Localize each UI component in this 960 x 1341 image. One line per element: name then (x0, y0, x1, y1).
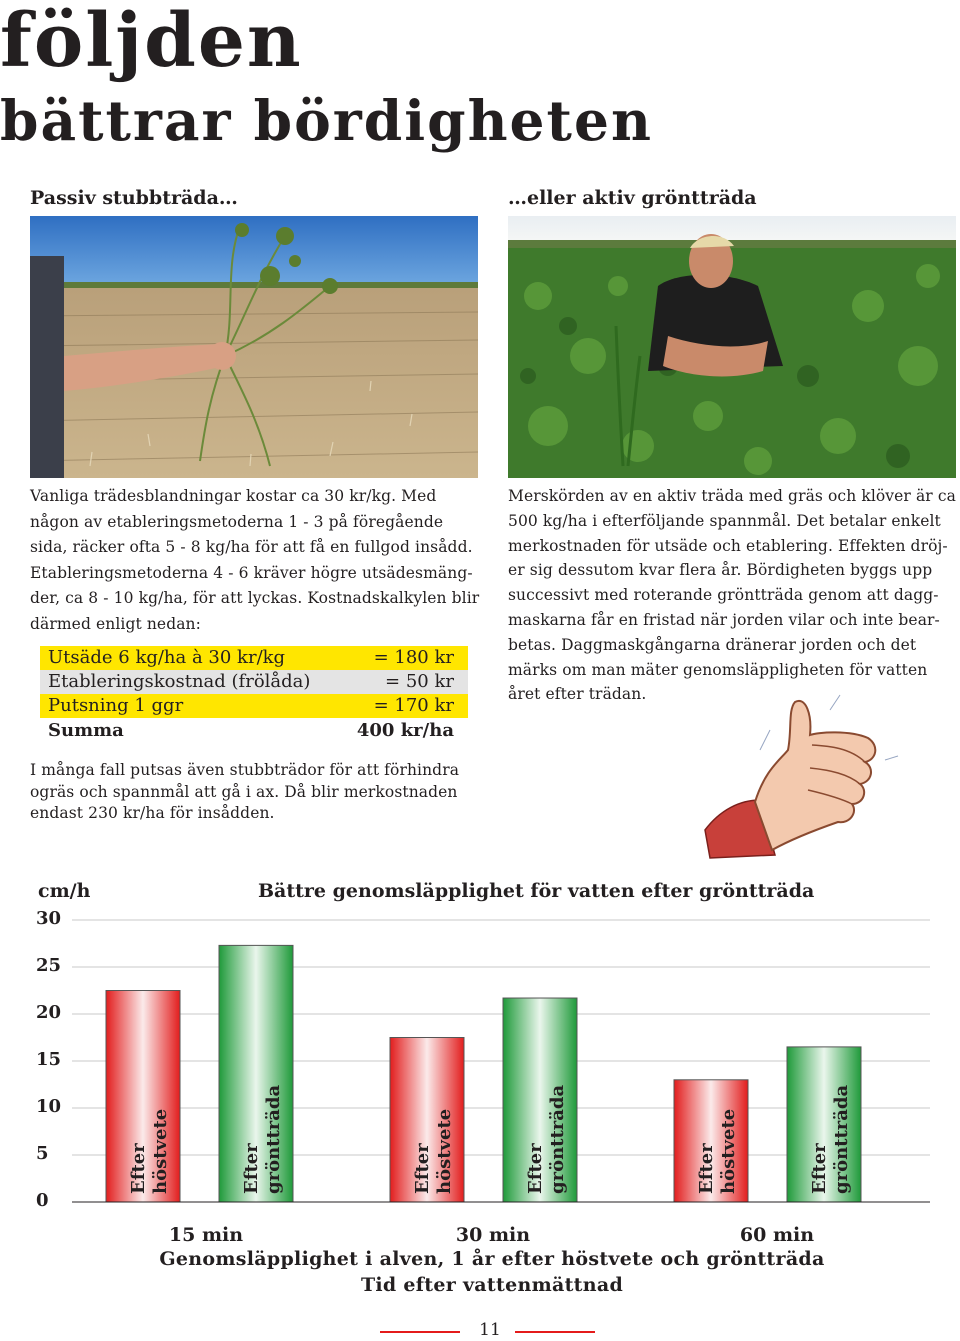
bar-label-line: höstvete (434, 1108, 455, 1194)
right-paragraph (508, 484, 958, 707)
bar-label (809, 1085, 853, 1194)
cost-row-seed (40, 646, 468, 670)
bar-label-line: Efter (525, 1143, 546, 1194)
bar-label (241, 1085, 285, 1194)
x-category-label: 30 min (455, 1224, 531, 1246)
y-tick-label: 25 (36, 955, 62, 976)
bar-label (696, 1109, 740, 1194)
y-tick-label: 20 (36, 1002, 62, 1023)
left-photo-caption: Passiv stubbträda… (30, 187, 238, 209)
bar-label-line: gröntträda (547, 1084, 568, 1194)
right-paragraph-line: märks om man mäter genomsläppligheten för vatten (508, 660, 928, 679)
left-note-line: ogräs och spannmål att gå i ax. Då blir merkostnaden (30, 782, 458, 801)
left-paragraph (30, 484, 490, 637)
right-paragraph-line: maskarna får en fristad när jorden vilar och inte bear- (508, 610, 940, 629)
cost-row-establishment (40, 670, 468, 694)
chart-x-label: Genomsläpplighet i alven, 1 år efter höstvete och gröntträda (159, 1248, 825, 1270)
bar-label-line: höstvete (718, 1108, 739, 1194)
cost-row-mowing (40, 694, 468, 718)
chart-y-unit: cm/h (38, 880, 91, 902)
left-paragraph-line: der, ca 8 - 10 kg/ha, för att lyckas. Kostnadskalkylen blir (30, 589, 480, 607)
bar-label-line: Efter (696, 1143, 717, 1194)
bar-label-line: höstvete (150, 1108, 171, 1194)
cost-value: = 180 kr (373, 647, 454, 668)
bar-label-line: gröntträda (263, 1084, 284, 1194)
left-paragraph-line: Etableringsmetoderna 4 - 6 kräver högre utsädesmäng- (30, 563, 473, 582)
x-category-label: 15 min (168, 1224, 244, 1246)
right-paragraph-line: Merskörden av en aktiv träda med gräs och klöver är ca (508, 487, 956, 505)
cost-table (0, 644, 480, 744)
footer-rule-right (515, 1331, 595, 1333)
y-tick-label: 30 (36, 908, 62, 929)
bar-label (412, 1109, 456, 1194)
y-tick-label: 5 (36, 1143, 49, 1164)
cost-label: Etableringskostnad (frölåda) (48, 671, 311, 692)
chart-title: Bättre genomsläpplighet för vatten efter gröntträda (258, 880, 815, 902)
chart-x-sublabel: Tid efter vattenmättnad (360, 1274, 624, 1296)
cost-row-total (40, 719, 468, 743)
footer-rule-left (380, 1331, 460, 1333)
y-tick-label: 10 (36, 1096, 62, 1117)
stubble-fallow-photo (30, 216, 478, 478)
cost-label: Summa (48, 720, 124, 741)
cost-label: Putsning 1 ggr (48, 695, 184, 716)
y-tick-label: 15 (36, 1049, 62, 1070)
left-paragraph-line: sida, räcker ofta 5 - 8 kg/ha för att få en fullgod insådd. (30, 538, 473, 556)
bar-label-line: Efter (241, 1143, 262, 1194)
left-note-line: I många fall putsas även stubbträdor för att förhindra (30, 761, 460, 779)
bar-label-line: Efter (809, 1143, 830, 1194)
x-category-label: 60 min (739, 1224, 815, 1246)
left-note (30, 760, 490, 825)
left-paragraph-line: Vanliga trädesblandningar kostar ca 30 kr/kg. Med (30, 487, 437, 505)
permeability-chart (0, 870, 960, 1310)
bar-label-line: gröntträda (831, 1084, 852, 1194)
left-paragraph-line: därmed enligt nedan: (30, 614, 201, 633)
bar-label (128, 1109, 172, 1194)
right-paragraph-line: betas. Daggmaskgångarna dränerar jorden och det (508, 635, 917, 654)
cost-value: 400 kr/ha (356, 720, 454, 741)
cost-label: Utsäde 6 kg/ha à 30 kr/kg (48, 647, 286, 668)
bar-label-line: Efter (128, 1143, 149, 1194)
page-subtitle: bättrar bördigheten (0, 88, 653, 153)
y-tick-label: 0 (36, 1190, 49, 1211)
bar-label (525, 1085, 569, 1194)
left-paragraph-line: någon av etableringsmetoderna 1 - 3 på föregående (30, 512, 444, 531)
right-paragraph-line: successivt med roterande gröntträda genom att dagg- (508, 586, 939, 605)
bar-label-line: Efter (412, 1143, 433, 1194)
page-number: 11 (479, 1320, 501, 1340)
left-note-line: endast 230 kr/ha för insådden. (30, 804, 275, 822)
page-title: följden (0, 0, 303, 84)
cost-value: = 170 kr (373, 695, 454, 716)
right-photo-caption: …eller aktiv gröntträda (508, 187, 757, 209)
cost-value: = 50 kr (385, 671, 454, 692)
green-fallow-photo (508, 216, 956, 478)
right-paragraph-line: er sig dessutom kvar flera år. Bördigheten byggs upp (508, 561, 933, 580)
right-paragraph-line: 500 kg/ha i efterföljande spannmål. Det betalar enkelt (508, 511, 941, 530)
thumbs-up-illustration (700, 690, 900, 860)
right-paragraph-line: merkostnaden för utsäde och etablering. Effekten dröj- (508, 536, 948, 555)
right-paragraph-line: året efter trädan. (508, 685, 647, 704)
